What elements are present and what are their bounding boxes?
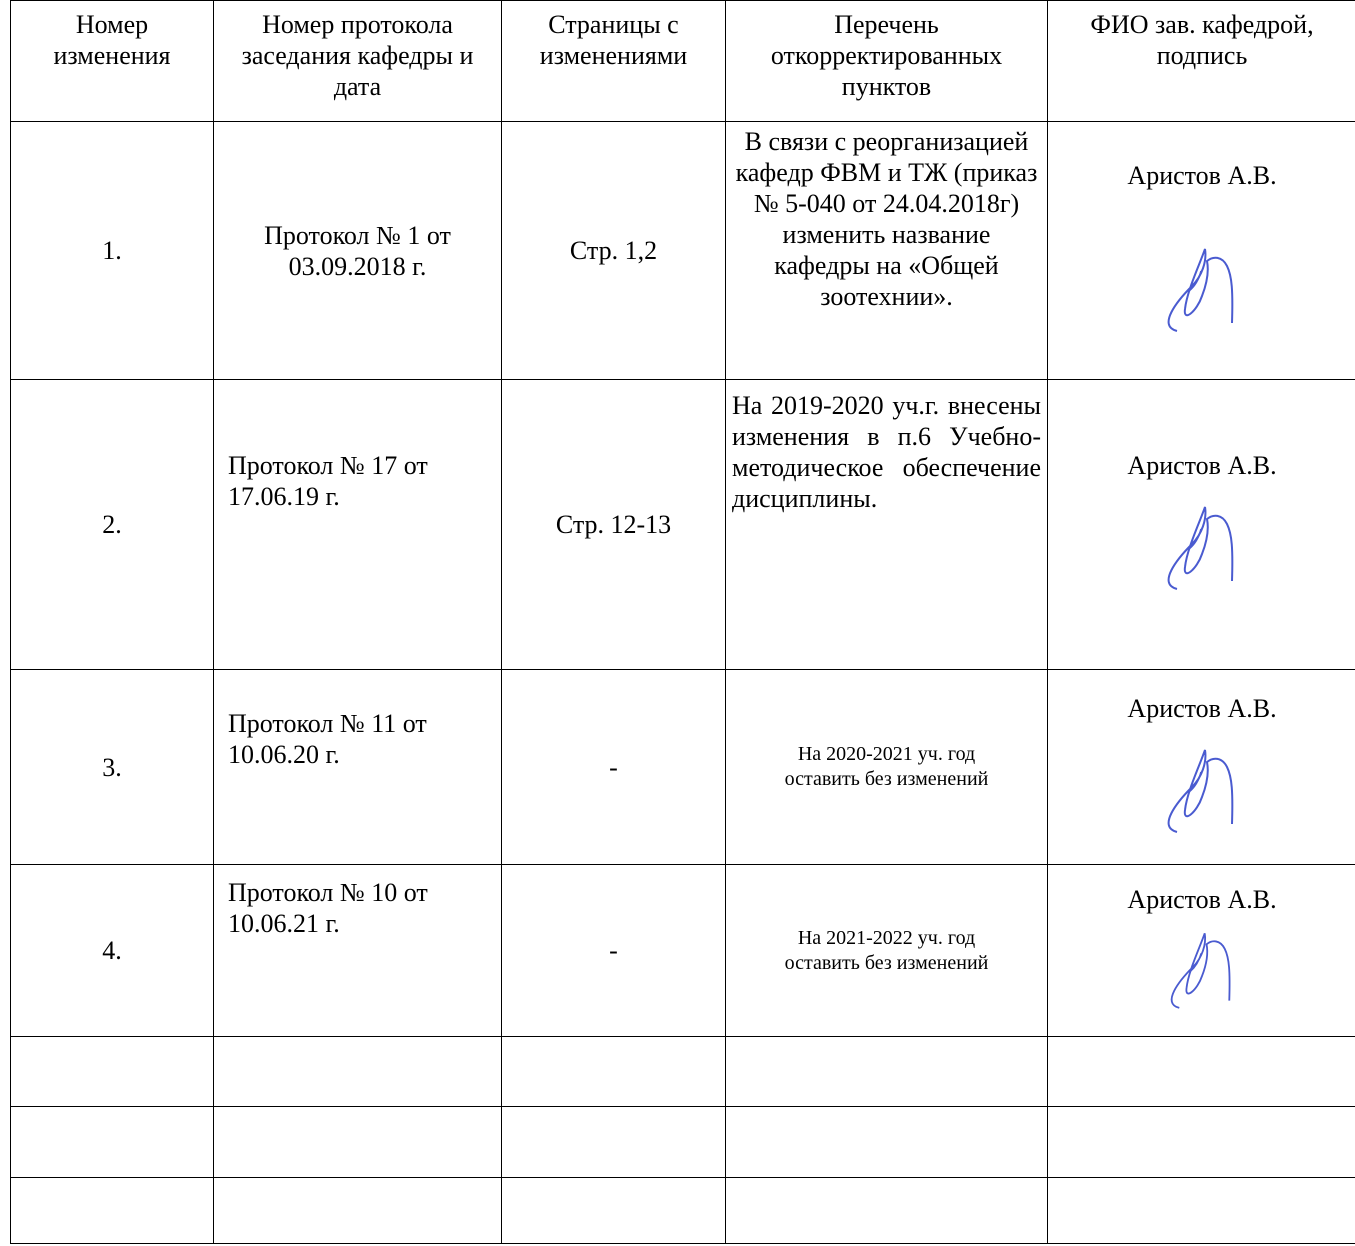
empty-cell — [11, 1107, 214, 1178]
empty-cell — [11, 1178, 214, 1244]
pages-cell: - — [502, 865, 726, 1037]
empty-cell — [726, 1037, 1048, 1107]
empty-cell — [502, 1037, 726, 1107]
table-row-empty — [11, 1037, 1355, 1107]
head-name: Аристов А.В. — [1127, 451, 1277, 480]
head-name: Аристов А.В. — [1127, 161, 1277, 190]
header-head-of-department: ФИО зав. кафедрой, подпись — [1048, 1, 1355, 122]
empty-cell — [726, 1107, 1048, 1178]
header-protocol: Номер протокола заседания кафедры и дата — [214, 1, 502, 122]
protocol-cell: Протокол № 10 от 10.06.21 г. — [214, 865, 502, 1037]
signature-icon — [1147, 231, 1257, 341]
protocol-cell: Протокол № 1 от 03.09.2018 г. — [214, 122, 502, 380]
empty-cell — [1048, 1037, 1355, 1107]
empty-cell — [1048, 1107, 1355, 1178]
signature-cell — [1048, 865, 1355, 1037]
empty-cell — [1048, 1178, 1355, 1244]
table-row — [11, 380, 1355, 670]
signature-icon — [1152, 917, 1252, 1017]
empty-cell — [502, 1178, 726, 1244]
change-number: 1. — [11, 122, 214, 380]
signature-cell — [1048, 380, 1355, 670]
head-name: Аристов А.В. — [1127, 693, 1277, 723]
empty-cell — [214, 1107, 502, 1178]
table-row — [11, 865, 1355, 1037]
signature-icon — [1147, 732, 1257, 842]
table-row — [11, 122, 1355, 380]
pages-cell: Стр. 1,2 — [502, 122, 726, 380]
empty-cell — [11, 1037, 214, 1107]
document-page — [10, 0, 1355, 1244]
empty-cell — [214, 1037, 502, 1107]
signature-cell — [1048, 122, 1355, 380]
header-change-number: Номер изменения — [11, 1, 214, 122]
pages-cell: - — [502, 670, 726, 865]
protocol-cell: Протокол № 17 от 17.06.19 г. — [214, 380, 502, 670]
table-row — [11, 670, 1355, 865]
table-row-empty — [11, 1178, 1355, 1244]
corrected-items-cell: В связи с реорганизацией кафедр ФВМ и ТЖ (приказ № 5-040 от 24.04.2018г) изменить название кафедры на «Общей зоотехнии». — [726, 122, 1048, 380]
change-number: 3. — [11, 670, 214, 865]
empty-cell — [502, 1107, 726, 1178]
signature-icon — [1147, 489, 1257, 599]
empty-cell — [214, 1178, 502, 1244]
empty-cell — [726, 1178, 1048, 1244]
change-number: 4. — [11, 865, 214, 1037]
head-name: Аристов А.В. — [1127, 885, 1277, 914]
signature-cell — [1048, 670, 1355, 865]
table-header-row — [11, 1, 1355, 122]
corrected-items-cell: На 2019-2020 уч.г. внесены изменения в п.6 Учебно-методическое обеспечение дисциплины. — [726, 380, 1048, 670]
table-row-empty — [11, 1107, 1355, 1178]
protocol-cell: Протокол № 11 от 10.06.20 г. — [214, 670, 502, 865]
changes-table — [10, 0, 1355, 1244]
corrected-items-cell: На 2020-2021 уч. год оставить без изменений — [726, 670, 1048, 865]
header-pages: Страницы с изменениями — [502, 1, 726, 122]
pages-cell: Стр. 12-13 — [502, 380, 726, 670]
change-number: 2. — [11, 380, 214, 670]
corrected-items-cell: На 2021-2022 уч. год оставить без изменений — [726, 865, 1048, 1037]
header-corrected-items: Перечень откорректированных пунктов — [726, 1, 1048, 122]
